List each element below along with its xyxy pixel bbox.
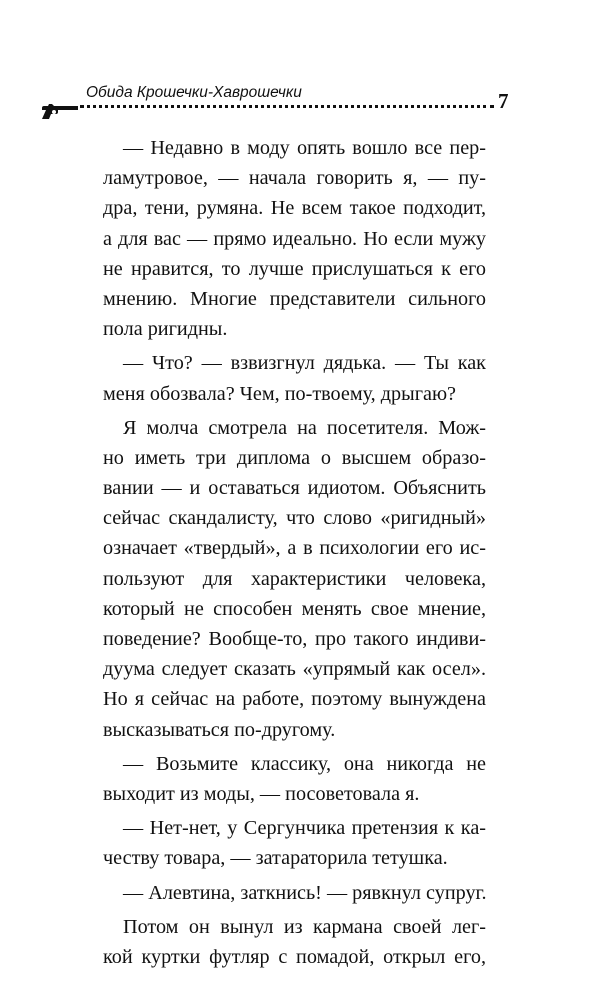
text-line: честву товара, — затараторила тетушка. <box>103 847 448 870</box>
text-line: сейчас скандалисту, что слово «ригидный» <box>103 507 486 530</box>
paragraph <box>103 133 486 344</box>
text-line: а для вас — прямо идеально. Но если мужу <box>103 227 486 250</box>
text-line: дра, тени, румяна. Не всем такое подходит, <box>103 197 486 220</box>
text-line: поведение? Вообще-то, про такого индиви- <box>103 628 486 650</box>
text-line: пользуют для характеристики человека, <box>103 567 486 590</box>
running-title: Обида Крошечки-Хаврошечки <box>86 84 302 101</box>
paragraph <box>103 813 486 873</box>
text-line: пола ригидны. <box>103 318 228 341</box>
text-line: кой куртки футляр с помадой, открыл его, <box>103 945 486 968</box>
paragraph <box>103 749 486 809</box>
text-line: Я молча смотрела на посетителя. Мож- <box>123 416 486 439</box>
header-dotted-rule <box>80 105 494 108</box>
text-line: высказываться по-другому. <box>103 718 336 741</box>
body-text <box>103 133 486 976</box>
text-line: — Что? — взвизгнул дядька. — Ты как <box>123 352 486 375</box>
page-number: 7 <box>498 89 509 113</box>
text-line: вании — и оставаться идиотом. Объяснить <box>103 477 486 500</box>
text-line: не нравится, то лучше прислушаться к его <box>103 257 486 280</box>
text-line: — Недавно в моду опять вошло все пер- <box>123 137 486 159</box>
text-line: меня обозвала? Чем, по-твоему, дрыгаю? <box>103 382 456 405</box>
text-line: выходит из моды, — посоветовала я. <box>103 782 420 805</box>
text-line: означает «твердый», а в психологии его ис- <box>103 537 486 560</box>
text-line: мнению. Многие представители сильного <box>103 287 486 310</box>
pistol-icon <box>40 103 80 121</box>
paragraph <box>103 413 486 745</box>
text-line: — Нет-нет, у Сергунчика претензия к ка- <box>123 817 486 840</box>
text-line: Но я сейчас на работе, поэтому вынуждена <box>103 688 486 711</box>
text-line: Потом он вынул из кармана своей лег- <box>123 915 486 938</box>
paragraph <box>103 912 486 972</box>
paragraph <box>103 878 486 908</box>
text-line: который не способен менять свое мнение, <box>103 597 486 620</box>
paragraph <box>103 348 486 408</box>
text-line: но иметь три диплома о высшем образо- <box>103 446 486 469</box>
text-line: дуума следует сказать «упрямый как осел». <box>103 658 486 681</box>
page-header <box>40 84 509 124</box>
text-line: — Алевтина, заткнись! — рявкнул супруг. <box>123 881 487 904</box>
text-line: ламутровое, — начала говорить я, — пу- <box>103 167 486 190</box>
text-line: — Возьмите классику, она никогда не <box>123 752 486 775</box>
